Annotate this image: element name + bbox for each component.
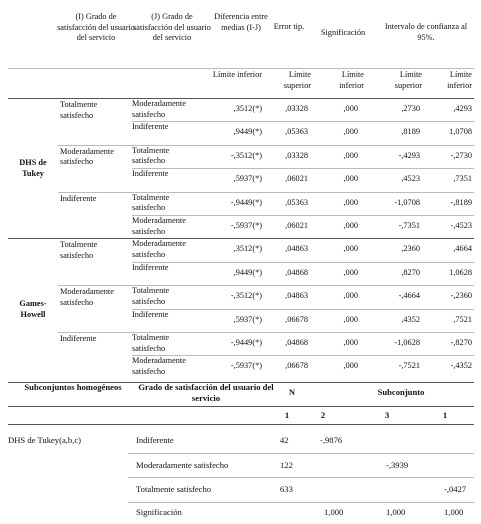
header-col-i: (I) Grado de satisfacción del usuario del servicio xyxy=(57,12,135,42)
std-error-cell: ,03328 xyxy=(285,104,308,113)
factor-i-cell: Moderadamente satisfecho xyxy=(60,287,114,307)
comparisons-body xyxy=(8,98,474,380)
factor-j-cell: Moderadamente satisfecho xyxy=(132,216,186,236)
std-error-cell: ,05363 xyxy=(285,127,308,137)
mean-diff-cell: ,5937(*) xyxy=(233,314,262,324)
factor-j-cell: Indiferente xyxy=(132,122,169,132)
ci-lower-cell: -,7351 xyxy=(398,221,420,230)
homog-col-number: 3 xyxy=(384,410,390,420)
homog-col-number: 1 xyxy=(442,410,448,420)
ci-upper-cell: 1,0628 xyxy=(449,267,472,277)
ci-upper-cell: -,2730 xyxy=(450,150,472,160)
factor-i-cell: Totalmente satisfecho xyxy=(60,240,98,260)
factor-i-cell: Totalmente satisfecho xyxy=(60,100,98,120)
ci-lower-cell: ,4352 xyxy=(401,314,420,324)
row-divider xyxy=(58,145,474,146)
homog-header-n: N xyxy=(288,387,296,397)
homog-header-factor: Grado de satisfacción del usuario del servicio xyxy=(138,382,274,403)
homog-row-divider xyxy=(128,502,474,503)
ci-upper-cell: 1,0708 xyxy=(449,127,472,137)
factor-j-cell: Totalmente satisfecho xyxy=(132,145,170,166)
row-divider xyxy=(58,192,474,193)
factor-j-cell: Moderadamente satisfecho xyxy=(132,99,186,119)
significance-cell: ,000 xyxy=(343,104,358,113)
mean-diff-cell: ,3512(*) xyxy=(233,104,262,113)
ci-lower-cell: ,2360 xyxy=(401,244,420,254)
mean-diff-cell: -,9449(*) xyxy=(230,197,262,207)
method-label: DHS de Tukey xyxy=(19,158,47,179)
homog-row-label: Moderadamente satisfecho xyxy=(136,460,229,470)
homog-header-rule xyxy=(8,406,474,407)
ci-upper-cell: ,7351 xyxy=(453,174,472,184)
table-header xyxy=(8,6,474,68)
header-col-sig: Significación xyxy=(320,28,366,37)
std-error-cell: ,04863 xyxy=(285,291,308,301)
mean-diff-cell: -,3512(*) xyxy=(230,291,262,301)
ci-lower-cell: ,8189 xyxy=(401,127,420,137)
significance-cell: ,000 xyxy=(343,267,358,277)
sub-lower-3: Límite inferior xyxy=(447,70,472,90)
homog-subset-cell: -,0427 xyxy=(444,484,467,494)
homog-row-label: Totalmente satisfecho xyxy=(136,484,212,494)
homog-sig-value: 1,000 xyxy=(324,507,344,517)
ci-lower-cell: -,7521 xyxy=(398,361,420,371)
std-error-cell: ,06021 xyxy=(285,221,308,230)
significance-cell: ,000 xyxy=(343,361,358,371)
ci-upper-cell: ,4664 xyxy=(453,244,472,254)
significance-cell: ,000 xyxy=(343,291,358,301)
homog-row-divider xyxy=(128,453,474,454)
std-error-cell: ,06021 xyxy=(285,174,308,184)
sub-lower-2: Límite inferior xyxy=(339,70,364,90)
header-col-j: (J) Grado de satisfacción del usuario del servicio xyxy=(133,12,211,42)
ci-upper-cell: ,7521 xyxy=(453,314,472,324)
factor-j-cell: Moderadamente satisfecho xyxy=(132,239,186,259)
std-error-cell: ,03328 xyxy=(285,150,308,160)
sub-lower-1: Límite inferior xyxy=(212,70,262,79)
ci-lower-cell: ,2730 xyxy=(401,104,420,113)
factor-i-cell: Moderadamente satisfecho xyxy=(60,146,114,167)
ci-lower-cell: -1,0628 xyxy=(394,338,420,347)
ci-upper-cell: -,4523 xyxy=(450,221,472,230)
factor-i-cell: Indiferente xyxy=(60,334,97,343)
table-subheader xyxy=(8,68,474,98)
sub-upper-1: Límite superior xyxy=(283,70,311,90)
homog-col-number: 1 xyxy=(284,410,290,420)
method-label: Games-Howell xyxy=(19,298,47,319)
std-error-cell: ,04868 xyxy=(285,267,308,277)
ci-lower-cell: ,4523 xyxy=(401,174,420,184)
row-divider xyxy=(58,285,474,286)
factor-j-cell: Indiferente xyxy=(132,262,169,272)
ci-upper-cell: -,2360 xyxy=(450,291,472,301)
significance-cell: ,000 xyxy=(343,244,358,254)
mean-diff-cell: ,9449(*) xyxy=(233,127,262,137)
ci-upper-cell: -,8270 xyxy=(450,338,472,347)
homog-sig-label: Significación xyxy=(136,507,182,517)
sub-upper-2: Límite superior xyxy=(394,70,422,90)
ci-upper-cell: -,8189 xyxy=(450,197,472,207)
homog-header-subsets: Subconjuntos homogéneos xyxy=(24,382,122,392)
ci-upper-cell: ,4293 xyxy=(453,104,472,113)
ci-lower-cell: ,8270 xyxy=(401,267,420,277)
factor-j-cell: Totalmente satisfecho xyxy=(132,286,170,306)
mean-diff-cell: -,9449(*) xyxy=(230,338,262,347)
std-error-cell: ,04863 xyxy=(285,244,308,254)
homog-col-number: 2 xyxy=(320,410,326,420)
homog-header-subset: Subconjunto xyxy=(377,387,425,397)
significance-cell: ,000 xyxy=(343,197,358,207)
significance-cell: ,000 xyxy=(343,127,358,137)
header-col-diff: Diferencia entre medias (I-J) xyxy=(214,12,268,32)
std-error-cell: ,06678 xyxy=(285,314,308,324)
homog-subset-cell: -,3939 xyxy=(386,460,409,470)
mean-diff-cell: ,9449(*) xyxy=(233,267,262,277)
std-error-cell: ,04868 xyxy=(285,338,308,347)
ci-lower-cell: -,4664 xyxy=(398,291,420,301)
mean-diff-cell: -,3512(*) xyxy=(230,150,262,160)
significance-cell: ,000 xyxy=(343,150,358,160)
homogeneous-subsets xyxy=(8,380,474,520)
factor-j-cell: Moderadamente satisfecho xyxy=(132,356,186,376)
group-divider xyxy=(8,238,474,239)
header-col-ci: Intervalo de confianza al 95%. xyxy=(384,22,468,42)
mean-diff-cell: -,5937(*) xyxy=(230,361,262,371)
homog-n-cell: 633 xyxy=(280,484,293,494)
significance-cell: ,000 xyxy=(343,221,358,230)
significance-cell: ,000 xyxy=(343,314,358,324)
significance-cell: ,000 xyxy=(343,174,358,184)
row-divider xyxy=(58,332,474,333)
homog-sig-value: 1,000 xyxy=(444,507,464,517)
homog-sig-value: 1,000 xyxy=(386,507,406,517)
homog-row-label: Indiferente xyxy=(136,435,174,445)
factor-j-cell: Indiferente xyxy=(132,169,169,179)
mean-diff-cell: -,5937(*) xyxy=(230,221,262,230)
homog-colnum-rule xyxy=(8,424,474,425)
homog-row-divider xyxy=(128,477,474,478)
mean-diff-cell: ,3512(*) xyxy=(233,244,262,254)
ci-upper-cell: -,4352 xyxy=(450,361,472,371)
homog-subset-cell: -,9876 xyxy=(320,435,343,445)
results-table xyxy=(8,6,474,520)
factor-j-cell: Totalmente satisfecho xyxy=(132,192,170,213)
factor-i-cell: Indiferente xyxy=(60,193,97,203)
homog-n-cell: 42 xyxy=(280,435,289,445)
mean-diff-cell: ,5937(*) xyxy=(233,174,262,184)
factor-j-cell: Totalmente satisfecho xyxy=(132,333,170,353)
ci-lower-cell: -1,0708 xyxy=(394,197,420,207)
significance-cell: ,000 xyxy=(343,338,358,347)
header-col-err: Error tip. xyxy=(273,22,305,31)
homog-method-label: DHS de Tukey(a,b,c) xyxy=(8,435,82,445)
std-error-cell: ,05363 xyxy=(285,197,308,207)
std-error-cell: ,06678 xyxy=(285,361,308,371)
ci-lower-cell: -,4293 xyxy=(398,150,420,160)
factor-j-cell: Indiferente xyxy=(132,309,169,319)
homog-n-cell: 122 xyxy=(280,460,293,470)
